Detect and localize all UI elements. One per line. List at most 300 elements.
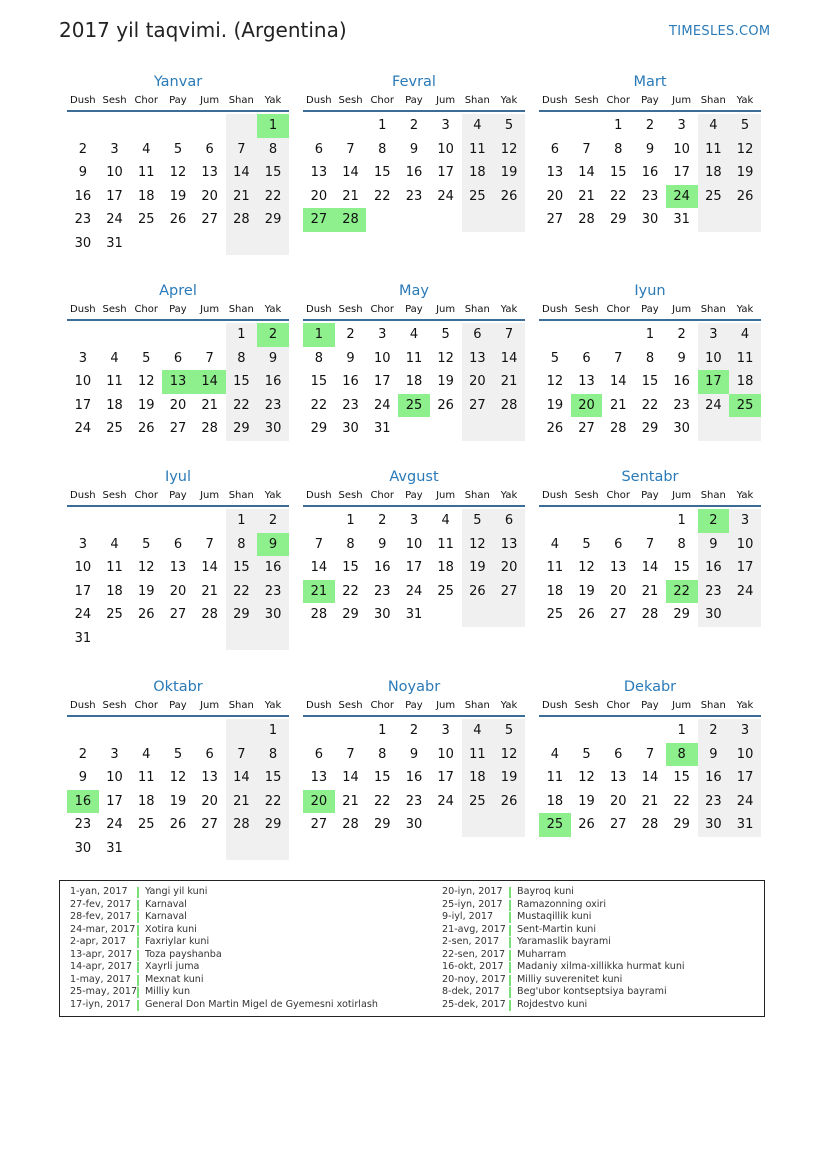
day-cell[interactable]: 26 xyxy=(493,790,525,814)
day-cell[interactable]: 19 xyxy=(493,161,525,185)
day-cell[interactable]: 8 xyxy=(314,350,323,366)
day-cell[interactable]: 30 xyxy=(257,417,289,441)
day-cell[interactable]: 13 xyxy=(609,770,627,785)
day-cell[interactable]: 21 xyxy=(641,793,659,809)
day-cell[interactable]: 12 xyxy=(169,165,187,180)
day-cell[interactable]: 1 xyxy=(378,118,387,133)
day-cell[interactable]: 18 xyxy=(462,766,494,790)
day-cell[interactable]: 18 xyxy=(729,370,761,394)
day-cell[interactable]: 5 xyxy=(582,746,591,762)
day-cell[interactable]: 12 xyxy=(137,560,155,575)
day-cell[interactable]: 8 xyxy=(677,536,686,552)
day-cell[interactable]: 5 xyxy=(441,327,450,342)
day-cell[interactable]: 15 xyxy=(342,560,359,575)
day-cell[interactable]: 13 xyxy=(310,770,328,785)
day-cell[interactable]: 21 xyxy=(226,185,258,209)
day-cell[interactable]: 25 xyxy=(698,185,730,209)
day-cell[interactable]: 27 xyxy=(201,817,218,832)
day-cell[interactable]: 30 xyxy=(698,813,730,837)
day-cell[interactable]: 15 xyxy=(226,370,258,394)
day-cell[interactable]: 13 xyxy=(546,165,564,180)
day-cell[interactable]: 17 xyxy=(437,770,454,785)
day-cell[interactable]: 12 xyxy=(578,560,595,575)
day-cell[interactable]: 23 xyxy=(405,188,423,204)
day-cell[interactable]: 11 xyxy=(729,347,761,371)
day-cell[interactable]: 29 xyxy=(310,421,328,436)
day-cell[interactable]: 18 xyxy=(137,793,155,809)
day-cell[interactable]: 31 xyxy=(405,607,423,622)
day-cell[interactable]: 15 xyxy=(673,560,690,575)
day-cell[interactable]: 31 xyxy=(74,630,92,646)
day-cell[interactable]: 18 xyxy=(462,161,494,185)
day-cell[interactable]: 17 xyxy=(74,397,92,413)
day-cell[interactable]: 2 xyxy=(257,509,289,533)
day-cell[interactable]: 4 xyxy=(550,536,559,552)
day-cell[interactable]: 11 xyxy=(546,770,564,785)
day-cell[interactable]: 7 xyxy=(226,743,258,767)
day-cell[interactable]: 4 xyxy=(729,323,761,347)
day-cell[interactable]: 16 xyxy=(342,374,359,389)
day-cell[interactable]: 11 xyxy=(462,743,494,767)
day-cell[interactable]: 23 xyxy=(74,212,92,227)
day-cell[interactable]: 4 xyxy=(462,719,494,743)
day-cell[interactable]: 22 xyxy=(609,188,627,204)
day-cell[interactable]: 22 xyxy=(373,188,391,204)
holiday-day-cell[interactable]: 17 xyxy=(698,370,730,394)
day-cell[interactable]: 2 xyxy=(698,719,730,743)
day-cell[interactable]: 23 xyxy=(257,580,289,604)
day-cell[interactable]: 13 xyxy=(462,347,494,371)
day-cell[interactable]: 10 xyxy=(106,770,123,785)
day-cell[interactable]: 3 xyxy=(78,536,87,552)
day-cell[interactable]: 24 xyxy=(437,793,454,809)
holiday-day-cell[interactable]: 16 xyxy=(67,790,99,814)
day-cell[interactable]: 5 xyxy=(173,141,183,157)
day-cell[interactable]: 21 xyxy=(493,370,525,394)
day-cell[interactable]: 28 xyxy=(641,607,659,622)
day-cell[interactable]: 17 xyxy=(106,793,123,809)
holiday-day-cell[interactable]: 27 xyxy=(303,208,335,232)
day-cell[interactable]: 28 xyxy=(493,394,525,418)
day-cell[interactable]: 1 xyxy=(645,327,655,342)
day-cell[interactable]: 22 xyxy=(226,394,258,418)
day-cell[interactable]: 28 xyxy=(578,212,595,227)
day-cell[interactable]: 7 xyxy=(645,536,655,552)
day-cell[interactable]: 7 xyxy=(645,746,655,762)
day-cell[interactable]: 27 xyxy=(609,817,627,832)
day-cell[interactable]: 9 xyxy=(78,770,87,785)
day-cell[interactable]: 17 xyxy=(74,583,92,599)
day-cell[interactable]: 29 xyxy=(342,607,359,622)
day-cell[interactable]: 26 xyxy=(137,421,155,436)
day-cell[interactable]: 11 xyxy=(546,560,564,575)
day-cell[interactable]: 20 xyxy=(546,188,564,204)
day-cell[interactable]: 6 xyxy=(614,536,623,552)
day-cell[interactable]: 22 xyxy=(641,397,659,413)
day-cell[interactable]: 9 xyxy=(645,141,655,157)
day-cell[interactable]: 2 xyxy=(645,118,655,133)
day-cell[interactable]: 19 xyxy=(137,583,155,599)
day-cell[interactable]: 8 xyxy=(226,347,258,371)
day-cell[interactable]: 10 xyxy=(373,350,391,366)
day-cell[interactable]: 30 xyxy=(373,607,391,622)
day-cell[interactable]: 20 xyxy=(310,188,328,204)
day-cell[interactable]: 20 xyxy=(609,793,627,809)
day-cell[interactable]: 7 xyxy=(493,323,525,347)
day-cell[interactable]: 26 xyxy=(169,817,187,832)
day-cell[interactable]: 27 xyxy=(201,212,218,227)
day-cell[interactable]: 2 xyxy=(78,746,87,762)
day-cell[interactable]: 6 xyxy=(314,746,323,762)
day-cell[interactable]: 3 xyxy=(78,350,87,366)
day-cell[interactable]: 17 xyxy=(437,165,454,180)
day-cell[interactable]: 22 xyxy=(373,793,391,809)
day-cell[interactable]: 28 xyxy=(342,817,359,832)
day-cell[interactable]: 5 xyxy=(142,536,151,552)
day-cell[interactable]: 23 xyxy=(405,793,423,809)
day-cell[interactable]: 29 xyxy=(609,212,627,227)
day-cell[interactable]: 21 xyxy=(609,397,627,413)
day-cell[interactable]: 20 xyxy=(462,370,494,394)
day-cell[interactable]: 28 xyxy=(201,421,218,436)
day-cell[interactable]: 7 xyxy=(614,350,623,366)
day-cell[interactable]: 15 xyxy=(257,766,289,790)
day-cell[interactable]: 9 xyxy=(698,743,730,767)
day-cell[interactable]: 8 xyxy=(378,141,387,157)
day-cell[interactable]: 28 xyxy=(226,208,258,232)
day-cell[interactable]: 10 xyxy=(437,746,454,762)
day-cell[interactable]: 31 xyxy=(106,840,123,856)
day-cell[interactable]: 22 xyxy=(257,185,289,209)
day-cell[interactable]: 20 xyxy=(609,583,627,599)
day-cell[interactable]: 2 xyxy=(409,118,419,133)
day-cell[interactable]: 25 xyxy=(137,817,155,832)
day-cell[interactable]: 5 xyxy=(462,509,494,533)
day-cell[interactable]: 21 xyxy=(201,397,218,413)
day-cell[interactable]: 24 xyxy=(106,212,123,227)
day-cell[interactable]: 26 xyxy=(578,607,595,622)
day-cell[interactable]: 3 xyxy=(698,323,730,347)
day-cell[interactable]: 5 xyxy=(173,746,183,762)
day-cell[interactable]: 16 xyxy=(257,370,289,394)
holiday-day-cell[interactable]: 25 xyxy=(539,813,571,837)
day-cell[interactable]: 30 xyxy=(673,421,690,436)
day-cell[interactable]: 5 xyxy=(493,114,525,138)
day-cell[interactable]: 25 xyxy=(106,607,123,622)
day-cell[interactable]: 25 xyxy=(137,212,155,227)
day-cell[interactable]: 14 xyxy=(641,770,659,785)
day-cell[interactable]: 29 xyxy=(641,421,659,436)
day-cell[interactable]: 22 xyxy=(310,397,328,413)
day-cell[interactable]: 6 xyxy=(314,141,323,157)
day-cell[interactable]: 8 xyxy=(614,141,623,157)
day-cell[interactable]: 24 xyxy=(74,607,92,622)
day-cell[interactable]: 21 xyxy=(578,188,595,204)
day-cell[interactable]: 1 xyxy=(226,323,258,347)
day-cell[interactable]: 22 xyxy=(226,580,258,604)
day-cell[interactable]: 23 xyxy=(74,817,92,832)
day-cell[interactable]: 14 xyxy=(609,374,627,389)
day-cell[interactable]: 11 xyxy=(106,374,123,389)
day-cell[interactable]: 13 xyxy=(578,374,595,389)
day-cell[interactable]: 19 xyxy=(137,397,155,413)
day-cell[interactable]: 5 xyxy=(729,114,761,138)
day-cell[interactable]: 9 xyxy=(378,536,387,552)
day-cell[interactable]: 3 xyxy=(441,118,450,133)
holiday-day-cell[interactable]: 22 xyxy=(666,580,698,604)
day-cell[interactable]: 18 xyxy=(405,374,423,389)
day-cell[interactable]: 13 xyxy=(493,533,525,557)
day-cell[interactable]: 31 xyxy=(673,212,690,227)
day-cell[interactable]: 20 xyxy=(201,188,218,204)
day-cell[interactable]: 15 xyxy=(609,165,627,180)
day-cell[interactable]: 8 xyxy=(226,533,258,557)
day-cell[interactable]: 26 xyxy=(169,212,187,227)
day-cell[interactable]: 12 xyxy=(578,770,595,785)
day-cell[interactable]: 13 xyxy=(169,560,187,575)
day-cell[interactable]: 15 xyxy=(373,770,391,785)
day-cell[interactable]: 25 xyxy=(106,421,123,436)
day-cell[interactable]: 17 xyxy=(373,374,391,389)
day-cell[interactable]: 11 xyxy=(698,138,730,162)
day-cell[interactable]: 16 xyxy=(698,766,730,790)
day-cell[interactable]: 30 xyxy=(74,235,92,251)
day-cell[interactable]: 4 xyxy=(110,350,119,366)
day-cell[interactable]: 11 xyxy=(137,165,155,180)
day-cell[interactable]: 5 xyxy=(493,719,525,743)
day-cell[interactable]: 28 xyxy=(201,607,218,622)
day-cell[interactable]: 23 xyxy=(673,397,690,413)
day-cell[interactable]: 1 xyxy=(257,719,289,743)
day-cell[interactable]: 26 xyxy=(493,185,525,209)
day-cell[interactable]: 12 xyxy=(493,743,525,767)
day-cell[interactable]: 8 xyxy=(346,536,355,552)
day-cell[interactable]: 15 xyxy=(373,165,391,180)
day-cell[interactable]: 29 xyxy=(257,208,289,232)
day-cell[interactable]: 28 xyxy=(226,813,258,837)
day-cell[interactable]: 3 xyxy=(441,723,450,738)
day-cell[interactable]: 30 xyxy=(698,603,730,627)
day-cell[interactable]: 6 xyxy=(173,536,183,552)
day-cell[interactable]: 11 xyxy=(405,350,423,366)
day-cell[interactable]: 18 xyxy=(698,161,730,185)
day-cell[interactable]: 8 xyxy=(645,350,655,366)
day-cell[interactable]: 29 xyxy=(226,603,258,627)
holiday-day-cell[interactable]: 20 xyxy=(303,790,335,814)
day-cell[interactable]: 10 xyxy=(673,141,690,157)
day-cell[interactable]: 17 xyxy=(729,556,761,580)
day-cell[interactable]: 9 xyxy=(409,746,419,762)
day-cell[interactable]: 4 xyxy=(142,746,151,762)
day-cell[interactable]: 13 xyxy=(310,165,328,180)
day-cell[interactable]: 1 xyxy=(378,723,387,738)
day-cell[interactable]: 30 xyxy=(74,840,92,856)
day-cell[interactable]: 19 xyxy=(578,793,595,809)
day-cell[interactable]: 4 xyxy=(409,327,419,342)
day-cell[interactable]: 29 xyxy=(673,607,690,622)
day-cell[interactable]: 27 xyxy=(169,421,187,436)
day-cell[interactable]: 22 xyxy=(673,793,690,809)
day-cell[interactable]: 20 xyxy=(169,397,187,413)
holiday-day-cell[interactable]: 2 xyxy=(698,509,730,533)
day-cell[interactable]: 23 xyxy=(698,580,730,604)
day-cell[interactable]: 16 xyxy=(373,560,391,575)
day-cell[interactable]: 10 xyxy=(74,374,92,389)
day-cell[interactable]: 6 xyxy=(173,350,183,366)
day-cell[interactable]: 19 xyxy=(578,583,595,599)
day-cell[interactable]: 3 xyxy=(110,746,119,762)
day-cell[interactable]: 6 xyxy=(550,141,559,157)
day-cell[interactable]: 6 xyxy=(493,509,525,533)
day-cell[interactable]: 1 xyxy=(346,513,355,528)
day-cell[interactable]: 11 xyxy=(462,138,494,162)
day-cell[interactable]: 29 xyxy=(257,813,289,837)
day-cell[interactable]: 10 xyxy=(729,533,761,557)
holiday-day-cell[interactable]: 20 xyxy=(571,394,603,418)
day-cell[interactable]: 18 xyxy=(546,793,564,809)
day-cell[interactable]: 28 xyxy=(641,817,659,832)
day-cell[interactable]: 9 xyxy=(409,141,419,157)
holiday-day-cell[interactable]: 1 xyxy=(303,323,335,347)
day-cell[interactable]: 17 xyxy=(673,165,690,180)
holiday-day-cell[interactable]: 24 xyxy=(666,185,698,209)
day-cell[interactable]: 17 xyxy=(729,766,761,790)
day-cell[interactable]: 10 xyxy=(74,560,92,575)
day-cell[interactable]: 15 xyxy=(673,770,690,785)
holiday-day-cell[interactable]: 13 xyxy=(162,370,194,394)
day-cell[interactable]: 25 xyxy=(462,790,494,814)
day-cell[interactable]: 26 xyxy=(546,421,564,436)
day-cell[interactable]: 19 xyxy=(169,188,187,204)
day-cell[interactable]: 15 xyxy=(310,374,328,389)
day-cell[interactable]: 4 xyxy=(550,746,559,762)
day-cell[interactable]: 20 xyxy=(169,583,187,599)
day-cell[interactable]: 12 xyxy=(493,138,525,162)
day-cell[interactable]: 14 xyxy=(578,165,595,180)
day-cell[interactable]: 29 xyxy=(673,817,690,832)
day-cell[interactable]: 4 xyxy=(698,114,730,138)
day-cell[interactable]: 3 xyxy=(729,719,761,743)
holiday-day-cell[interactable]: 9 xyxy=(257,533,289,557)
day-cell[interactable]: 21 xyxy=(342,793,359,809)
day-cell[interactable]: 4 xyxy=(142,141,151,157)
day-cell[interactable]: 12 xyxy=(137,374,155,389)
day-cell[interactable]: 9 xyxy=(698,533,730,557)
day-cell[interactable]: 13 xyxy=(201,165,218,180)
day-cell[interactable]: 14 xyxy=(201,560,218,575)
day-cell[interactable]: 27 xyxy=(493,580,525,604)
day-cell[interactable]: 19 xyxy=(437,374,454,389)
holiday-day-cell[interactable]: 2 xyxy=(257,323,289,347)
holiday-day-cell[interactable]: 1 xyxy=(257,114,289,138)
day-cell[interactable]: 28 xyxy=(609,421,627,436)
day-cell[interactable]: 30 xyxy=(342,421,359,436)
day-cell[interactable]: 13 xyxy=(609,560,627,575)
site-link[interactable]: TIMESLES.COM xyxy=(669,24,771,39)
day-cell[interactable]: 6 xyxy=(582,350,591,366)
day-cell[interactable]: 21 xyxy=(342,188,359,204)
day-cell[interactable]: 1 xyxy=(226,509,258,533)
day-cell[interactable]: 15 xyxy=(226,556,258,580)
day-cell[interactable]: 2 xyxy=(409,723,419,738)
day-cell[interactable]: 25 xyxy=(462,185,494,209)
day-cell[interactable]: 16 xyxy=(673,374,690,389)
day-cell[interactable]: 29 xyxy=(226,417,258,441)
day-cell[interactable]: 24 xyxy=(106,817,123,832)
day-cell[interactable]: 13 xyxy=(201,770,218,785)
day-cell[interactable]: 1 xyxy=(677,513,686,528)
day-cell[interactable]: 7 xyxy=(346,141,355,157)
day-cell[interactable]: 2 xyxy=(78,141,87,157)
day-cell[interactable]: 31 xyxy=(106,235,123,251)
day-cell[interactable]: 19 xyxy=(169,793,187,809)
day-cell[interactable]: 12 xyxy=(546,374,564,389)
day-cell[interactable]: 15 xyxy=(257,161,289,185)
day-cell[interactable]: 30 xyxy=(257,603,289,627)
day-cell[interactable]: 27 xyxy=(310,817,328,832)
day-cell[interactable]: 1 xyxy=(614,118,623,133)
day-cell[interactable]: 21 xyxy=(226,790,258,814)
day-cell[interactable]: 16 xyxy=(405,770,423,785)
day-cell[interactable]: 2 xyxy=(677,327,686,342)
day-cell[interactable]: 16 xyxy=(698,556,730,580)
day-cell[interactable]: 7 xyxy=(226,138,258,162)
day-cell[interactable]: 14 xyxy=(226,161,258,185)
day-cell[interactable]: 18 xyxy=(437,560,454,575)
day-cell[interactable]: 7 xyxy=(314,536,323,552)
day-cell[interactable]: 24 xyxy=(698,394,730,418)
day-cell[interactable]: 17 xyxy=(106,188,123,204)
day-cell[interactable]: 23 xyxy=(641,188,659,204)
day-cell[interactable]: 10 xyxy=(437,141,454,157)
holiday-day-cell[interactable]: 8 xyxy=(666,743,698,767)
day-cell[interactable]: 4 xyxy=(462,114,494,138)
day-cell[interactable]: 21 xyxy=(201,583,218,599)
day-cell[interactable]: 7 xyxy=(346,746,355,762)
day-cell[interactable]: 18 xyxy=(546,583,564,599)
holiday-day-cell[interactable]: 14 xyxy=(194,370,226,394)
day-cell[interactable]: 14 xyxy=(342,165,359,180)
day-cell[interactable]: 24 xyxy=(729,580,761,604)
day-cell[interactable]: 14 xyxy=(641,560,659,575)
day-cell[interactable]: 25 xyxy=(546,607,564,622)
day-cell[interactable]: 3 xyxy=(409,513,419,528)
day-cell[interactable]: 26 xyxy=(578,817,595,832)
day-cell[interactable]: 23 xyxy=(373,583,391,599)
day-cell[interactable]: 11 xyxy=(437,536,454,552)
holiday-day-cell[interactable]: 25 xyxy=(729,394,761,418)
day-cell[interactable]: 14 xyxy=(226,766,258,790)
day-cell[interactable]: 14 xyxy=(310,560,328,575)
day-cell[interactable]: 8 xyxy=(257,138,289,162)
day-cell[interactable]: 26 xyxy=(437,397,454,413)
day-cell[interactable]: 21 xyxy=(641,583,659,599)
day-cell[interactable]: 3 xyxy=(110,141,119,157)
day-cell[interactable]: 5 xyxy=(142,350,151,366)
day-cell[interactable]: 18 xyxy=(137,188,155,204)
holiday-day-cell[interactable]: 25 xyxy=(398,394,430,418)
day-cell[interactable]: 7 xyxy=(582,141,591,157)
day-cell[interactable]: 15 xyxy=(641,374,659,389)
day-cell[interactable]: 20 xyxy=(201,793,218,809)
day-cell[interactable]: 6 xyxy=(614,746,623,762)
day-cell[interactable]: 24 xyxy=(373,397,391,413)
day-cell[interactable]: 24 xyxy=(74,421,92,436)
day-cell[interactable]: 16 xyxy=(641,165,659,180)
holiday-day-cell[interactable]: 28 xyxy=(335,208,367,232)
day-cell[interactable]: 8 xyxy=(257,743,289,767)
day-cell[interactable]: 16 xyxy=(405,165,423,180)
